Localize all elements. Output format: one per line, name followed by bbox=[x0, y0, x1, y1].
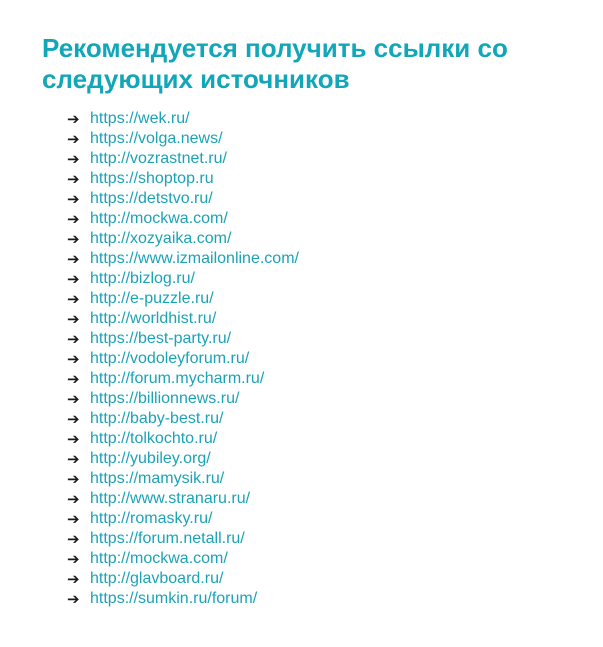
source-link[interactable]: http://e-puzzle.ru/ bbox=[90, 290, 214, 307]
list-item bbox=[67, 289, 299, 309]
source-link[interactable]: https://volga.news/ bbox=[90, 130, 223, 147]
arrow-right-icon: ➔ bbox=[67, 150, 80, 168]
source-link[interactable]: https://best-party.ru/ bbox=[90, 330, 232, 347]
source-link-list bbox=[67, 109, 299, 609]
arrow-right-icon: ➔ bbox=[67, 350, 80, 368]
source-link[interactable]: http://glavboard.ru/ bbox=[90, 570, 224, 587]
arrow-right-icon: ➔ bbox=[67, 390, 80, 408]
arrow-right-icon: ➔ bbox=[67, 410, 80, 428]
source-link[interactable]: https://detstvo.ru/ bbox=[90, 190, 213, 207]
list-item bbox=[67, 469, 299, 489]
arrow-right-icon: ➔ bbox=[67, 570, 80, 588]
source-link[interactable]: https://forum.netall.ru/ bbox=[90, 530, 245, 547]
arrow-right-icon: ➔ bbox=[67, 270, 80, 288]
arrow-right-icon: ➔ bbox=[67, 430, 80, 448]
arrow-right-icon: ➔ bbox=[67, 370, 80, 388]
list-item bbox=[67, 489, 299, 509]
source-link[interactable]: http://mockwa.com/ bbox=[90, 210, 228, 227]
source-link[interactable]: http://worldhist.ru/ bbox=[90, 310, 217, 327]
arrow-right-icon: ➔ bbox=[67, 110, 80, 128]
arrow-right-icon: ➔ bbox=[67, 310, 80, 328]
arrow-right-icon: ➔ bbox=[67, 170, 80, 188]
arrow-right-icon: ➔ bbox=[67, 530, 80, 548]
source-link[interactable]: http://bizlog.ru/ bbox=[90, 270, 195, 287]
arrow-right-icon: ➔ bbox=[67, 210, 80, 228]
arrow-right-icon: ➔ bbox=[67, 450, 80, 468]
source-link[interactable]: https://www.izmailonline.com/ bbox=[90, 250, 299, 267]
source-link[interactable]: http://vodoleyforum.ru/ bbox=[90, 350, 250, 367]
list-item bbox=[67, 269, 299, 289]
list-item bbox=[67, 169, 299, 189]
list-item bbox=[67, 109, 299, 129]
source-link[interactable]: https://mamysik.ru/ bbox=[90, 470, 225, 487]
source-link[interactable]: http://baby-best.ru/ bbox=[90, 410, 224, 427]
list-item bbox=[67, 409, 299, 429]
page-heading: Рекомендуется получить ссылки со следующих источников bbox=[42, 33, 508, 94]
arrow-right-icon: ➔ bbox=[67, 550, 80, 568]
list-item bbox=[67, 249, 299, 269]
list-item bbox=[67, 529, 299, 549]
list-item bbox=[67, 549, 299, 569]
arrow-right-icon: ➔ bbox=[67, 510, 80, 528]
source-link[interactable]: http://vozrastnet.ru/ bbox=[90, 150, 227, 167]
arrow-right-icon: ➔ bbox=[67, 330, 80, 348]
arrow-right-icon: ➔ bbox=[67, 470, 80, 488]
list-item bbox=[67, 369, 299, 389]
arrow-right-icon: ➔ bbox=[67, 130, 80, 148]
list-item bbox=[67, 209, 299, 229]
list-item bbox=[67, 449, 299, 469]
arrow-right-icon: ➔ bbox=[67, 590, 80, 608]
list-item bbox=[67, 569, 299, 589]
source-link[interactable]: http://romasky.ru/ bbox=[90, 510, 213, 527]
list-item bbox=[67, 509, 299, 529]
source-link[interactable]: https://shoptop.ru bbox=[90, 170, 214, 187]
source-link[interactable]: https://wek.ru/ bbox=[90, 110, 190, 127]
source-link[interactable]: http://xozyaika.com/ bbox=[90, 230, 232, 247]
list-item bbox=[67, 149, 299, 169]
arrow-right-icon: ➔ bbox=[67, 190, 80, 208]
arrow-right-icon: ➔ bbox=[67, 290, 80, 308]
list-item bbox=[67, 329, 299, 349]
source-link[interactable]: https://billionnews.ru/ bbox=[90, 390, 240, 407]
list-item bbox=[67, 189, 299, 209]
arrow-right-icon: ➔ bbox=[67, 490, 80, 508]
arrow-right-icon: ➔ bbox=[67, 250, 80, 268]
source-link[interactable]: http://www.stranaru.ru/ bbox=[90, 490, 251, 507]
source-link[interactable]: http://mockwa.com/ bbox=[90, 550, 228, 567]
list-item bbox=[67, 229, 299, 249]
source-link[interactable]: http://tolkochto.ru/ bbox=[90, 430, 218, 447]
list-item bbox=[67, 349, 299, 369]
source-link[interactable]: https://sumkin.ru/forum/ bbox=[90, 590, 258, 607]
source-link[interactable]: http://yubiley.org/ bbox=[90, 450, 211, 467]
list-item bbox=[67, 129, 299, 149]
arrow-right-icon: ➔ bbox=[67, 230, 80, 248]
list-item bbox=[67, 429, 299, 449]
source-link[interactable]: http://forum.mycharm.ru/ bbox=[90, 370, 265, 387]
list-item bbox=[67, 589, 299, 609]
list-item bbox=[67, 389, 299, 409]
list-item bbox=[67, 309, 299, 329]
